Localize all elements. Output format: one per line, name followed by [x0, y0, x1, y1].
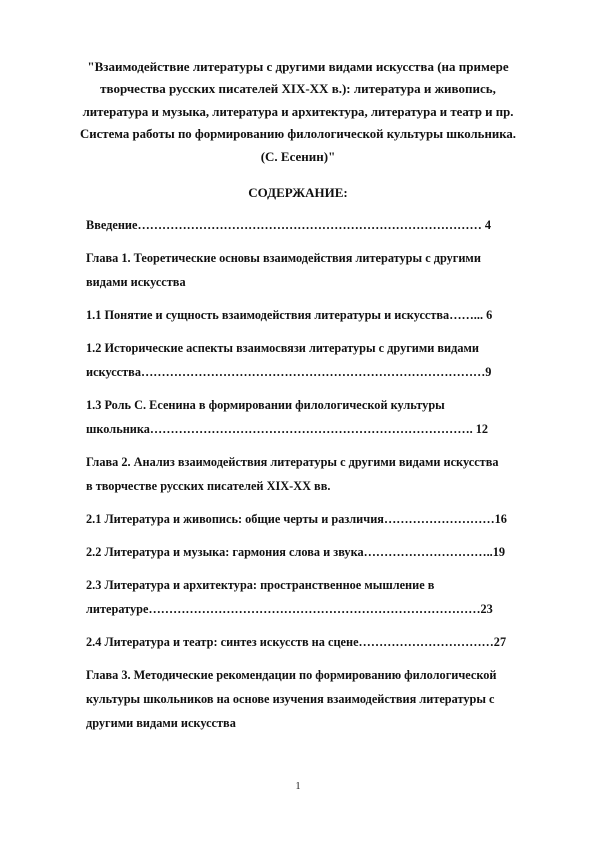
toc-entry-section-1-3-continued: школьника……………………………………………………………………. 12: [86, 422, 489, 436]
toc-entry-chapter-3-continued: культуры школьников на основе изучения взаимодействия литературы с: [86, 692, 495, 706]
toc-entry-chapter-3-end: другими видами искусства: [86, 716, 236, 730]
toc-entry-chapter-1-continued: видами искусства: [86, 275, 186, 289]
title-line: творчества русских писателей XIX-XX в.): литература и живопись,: [100, 81, 496, 97]
toc-entry-section-1-2: 1.2 Исторические аспекты взаимосвязи литературы с другими видами: [86, 341, 479, 355]
toc-entry-section-2-3-continued: литературе………………………………………………………………………23: [86, 602, 493, 616]
document-title: [80, 56, 516, 168]
toc-entry-section-2-3: 2.3 Литература и архитектура: пространственное мышление в: [86, 578, 435, 592]
title-line: Система работы по формированию филологической культуры школьника.: [80, 127, 516, 142]
toc-entry-chapter-2: Глава 2. Анализ взаимодействия литературы с другими видами искусства: [86, 455, 499, 469]
toc-entry-section-1-1: 1.1 Понятие и сущность взаимодействия литературы и искусства……... 6: [86, 308, 493, 322]
toc-entry-section-1-2-continued: искусства…………………………………………………………………………9: [86, 365, 492, 379]
toc-entry-chapter-3: Глава 3. Методические рекомендации по формированию филологической: [86, 668, 497, 682]
title-line: литература и музыка, литература и архитектура, литература и театр и пр.: [82, 104, 514, 119]
toc-entry-section-2-2: 2.2 Литература и музыка: гармония слова и звука…………………………..19: [86, 545, 506, 559]
toc-heading: СОДЕРЖАНИЕ:: [248, 185, 348, 200]
toc-entry-section-2-1: 2.1 Литература и живопись: общие черты и различия………………………16: [86, 512, 507, 526]
toc-entry-section-2-4: 2.4 Литература и театр: синтез искусств на сцене……………………………27: [86, 635, 507, 649]
toc-entry-introduction: Введение………………………………………………………………………… 4: [86, 218, 491, 232]
toc-entry-chapter-1: Глава 1. Теоретические основы взаимодействия литературы с другими: [86, 251, 481, 265]
toc-entry-section-1-3: 1.3 Роль С. Есенина в формировании филологической культуры: [86, 398, 445, 412]
title-line: (С. Есенин)": [260, 148, 336, 164]
toc-entry-chapter-2-continued: в творчестве русских писателей XIX-XX вв.: [86, 479, 331, 493]
page-number: 1: [295, 781, 301, 792]
title-line: "Взаимодействие литературы с другими видами искусства (на примере: [87, 59, 509, 74]
